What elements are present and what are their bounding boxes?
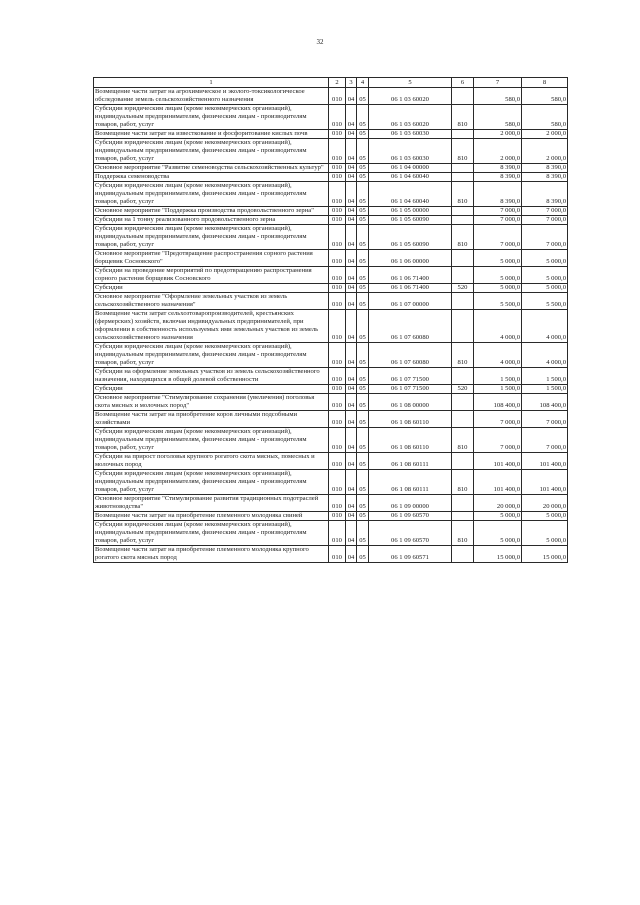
- table-row: [94, 385, 568, 394]
- section-code-cell: 04: [346, 495, 357, 512]
- target-article-cell: 06 1 05 00000: [369, 207, 452, 216]
- amount-year2-cell: 2 000,0: [522, 139, 568, 164]
- row-name-cell: Возмещение части затрат на приобретение племенного молодняка крупного рогатого скота мясных пород: [94, 546, 329, 563]
- grbs-code-cell: 010: [329, 130, 346, 139]
- target-article-cell: 06 1 09 60571: [369, 546, 452, 563]
- expense-type-cell: [452, 216, 474, 225]
- subsection-code-cell: 05: [357, 250, 369, 267]
- target-article-cell: 06 1 09 60570: [369, 521, 452, 546]
- amount-year2-cell: 1 500,0: [522, 368, 568, 385]
- subsection-code-cell: 05: [357, 546, 369, 563]
- subsection-code-cell: 05: [357, 368, 369, 385]
- grbs-code-cell: 010: [329, 368, 346, 385]
- row-name-cell: Возмещение части затрат на известкование и фосфоритование кислых почв: [94, 130, 329, 139]
- row-name-cell: Субсидии на прирост поголовья крупного рогатого скота мясных, помесных и молочных пород: [94, 453, 329, 470]
- amount-year2-cell: 5 000,0: [522, 284, 568, 293]
- expense-type-cell: 810: [452, 225, 474, 250]
- expense-type-cell: [452, 293, 474, 310]
- row-name-cell: Субсидии юридическим лицам (кроме некоммерческих организаций), индивидуальным предпринимателям, физическим лицам - производителям товаров, работ, услуг: [94, 470, 329, 495]
- table-row: [94, 164, 568, 173]
- amount-year2-cell: 5 000,0: [522, 521, 568, 546]
- subsection-code-cell: 05: [357, 470, 369, 495]
- amount-year1-cell: 8 390,0: [474, 173, 522, 182]
- table-row: [94, 453, 568, 470]
- amount-year1-cell: 7 000,0: [474, 207, 522, 216]
- expense-type-cell: [452, 453, 474, 470]
- amount-year1-cell: 5 000,0: [474, 284, 522, 293]
- amount-year1-cell: 580,0: [474, 105, 522, 130]
- grbs-code-cell: 010: [329, 250, 346, 267]
- header-cell: 5: [369, 78, 452, 88]
- table-row: [94, 182, 568, 207]
- expense-type-cell: 810: [452, 182, 474, 207]
- table-row: [94, 293, 568, 310]
- grbs-code-cell: 010: [329, 173, 346, 182]
- grbs-code-cell: 010: [329, 411, 346, 428]
- table-row: [94, 521, 568, 546]
- table-row: [94, 267, 568, 284]
- subsection-code-cell: 05: [357, 225, 369, 250]
- expense-type-cell: 810: [452, 139, 474, 164]
- row-name-cell: Основное мероприятие "Стимулирование сохранения (увеличения) поголовья скота мясных и молочных пород": [94, 394, 329, 411]
- expense-type-cell: [452, 173, 474, 182]
- amount-year2-cell: 7 000,0: [522, 216, 568, 225]
- amount-year1-cell: 5 000,0: [474, 250, 522, 267]
- section-code-cell: 04: [346, 88, 357, 105]
- target-article-cell: 06 1 04 60040: [369, 182, 452, 207]
- subsection-code-cell: 05: [357, 284, 369, 293]
- amount-year2-cell: 8 390,0: [522, 164, 568, 173]
- section-code-cell: 04: [346, 173, 357, 182]
- amount-year1-cell: 101 400,0: [474, 470, 522, 495]
- amount-year2-cell: 1 500,0: [522, 385, 568, 394]
- header-cell: 4: [357, 78, 369, 88]
- subsection-code-cell: 05: [357, 521, 369, 546]
- amount-year2-cell: 5 000,0: [522, 250, 568, 267]
- table-row: [94, 470, 568, 495]
- amount-year1-cell: 2 000,0: [474, 139, 522, 164]
- section-code-cell: 04: [346, 385, 357, 394]
- expense-type-cell: [452, 394, 474, 411]
- grbs-code-cell: 010: [329, 521, 346, 546]
- expense-type-cell: [452, 512, 474, 521]
- target-article-cell: 06 1 05 60090: [369, 216, 452, 225]
- subsection-code-cell: 05: [357, 343, 369, 368]
- target-article-cell: 06 1 07 60080: [369, 343, 452, 368]
- section-code-cell: 04: [346, 284, 357, 293]
- subsection-code-cell: 05: [357, 139, 369, 164]
- target-article-cell: 06 1 03 60030: [369, 139, 452, 164]
- table-row: [94, 250, 568, 267]
- grbs-code-cell: 010: [329, 495, 346, 512]
- grbs-code-cell: 010: [329, 216, 346, 225]
- expense-type-cell: 810: [452, 470, 474, 495]
- grbs-code-cell: 010: [329, 88, 346, 105]
- table-row: [94, 173, 568, 182]
- expense-type-cell: [452, 164, 474, 173]
- amount-year1-cell: 580,0: [474, 88, 522, 105]
- grbs-code-cell: 010: [329, 512, 346, 521]
- amount-year2-cell: 7 000,0: [522, 207, 568, 216]
- expense-type-cell: [452, 88, 474, 105]
- row-name-cell: Субсидии юридическим лицам (кроме некоммерческих организаций), индивидуальным предпринимателям, физическим лицам - производителям товаров, работ, услуг: [94, 428, 329, 453]
- amount-year1-cell: 7 000,0: [474, 225, 522, 250]
- target-article-cell: 06 1 06 00000: [369, 250, 452, 267]
- grbs-code-cell: 010: [329, 394, 346, 411]
- amount-year1-cell: 2 000,0: [474, 130, 522, 139]
- grbs-code-cell: 010: [329, 385, 346, 394]
- target-article-cell: 06 1 05 60090: [369, 225, 452, 250]
- expense-type-cell: 520: [452, 385, 474, 394]
- subsection-code-cell: 05: [357, 105, 369, 130]
- target-article-cell: 06 1 08 60111: [369, 470, 452, 495]
- row-name-cell: Возмещение части затрат на агрохимическое и эколого-токсикологическое обследование земель сельскохозяйственного назначения: [94, 88, 329, 105]
- grbs-code-cell: 010: [329, 293, 346, 310]
- header-cell: 2: [329, 78, 346, 88]
- table-row: [94, 130, 568, 139]
- expense-type-cell: 520: [452, 284, 474, 293]
- amount-year2-cell: 7 000,0: [522, 411, 568, 428]
- row-name-cell: Поддержка семеноводства: [94, 173, 329, 182]
- subsection-code-cell: 05: [357, 394, 369, 411]
- amount-year2-cell: 580,0: [522, 88, 568, 105]
- amount-year2-cell: 5 000,0: [522, 267, 568, 284]
- amount-year1-cell: 5 000,0: [474, 267, 522, 284]
- subsection-code-cell: 05: [357, 164, 369, 173]
- row-name-cell: Основное мероприятие "Развитие семеноводства сельскохозяйственных культур": [94, 164, 329, 173]
- grbs-code-cell: 010: [329, 105, 346, 130]
- subsection-code-cell: 05: [357, 411, 369, 428]
- row-name-cell: Основное мероприятие "Стимулирование развития традиционных подотраслей животноводства": [94, 495, 329, 512]
- amount-year2-cell: 5 500,0: [522, 293, 568, 310]
- section-code-cell: 04: [346, 546, 357, 563]
- target-article-cell: 06 1 08 60110: [369, 428, 452, 453]
- section-code-cell: 04: [346, 267, 357, 284]
- section-code-cell: 04: [346, 394, 357, 411]
- subsection-code-cell: 05: [357, 512, 369, 521]
- table-body: [94, 88, 568, 563]
- section-code-cell: 04: [346, 105, 357, 130]
- section-code-cell: 04: [346, 164, 357, 173]
- header-cell: 3: [346, 78, 357, 88]
- row-name-cell: Субсидии юридическим лицам (кроме некоммерческих организаций), индивидуальным предпринимателям, физическим лицам - производителям товаров, работ, услуг: [94, 182, 329, 207]
- expense-type-cell: [452, 495, 474, 512]
- subsection-code-cell: 05: [357, 453, 369, 470]
- section-code-cell: 04: [346, 207, 357, 216]
- row-name-cell: Субсидии: [94, 284, 329, 293]
- expense-type-cell: [452, 368, 474, 385]
- grbs-code-cell: 010: [329, 139, 346, 164]
- row-name-cell: Возмещение части затрат сельхозтоваропроизводителей, крестьянских (фермерских) хозяйств, включая индивидуальных предпринимателей, при оформлении в собственность используемых ими земельных участков из земель сельскохозяйственного назначения: [94, 310, 329, 343]
- target-article-cell: 06 1 08 60111: [369, 453, 452, 470]
- target-article-cell: 06 1 04 60040: [369, 173, 452, 182]
- amount-year2-cell: 20 000,0: [522, 495, 568, 512]
- table-row: [94, 394, 568, 411]
- table-row: [94, 207, 568, 216]
- amount-year1-cell: 5 000,0: [474, 521, 522, 546]
- amount-year1-cell: 108 400,0: [474, 394, 522, 411]
- amount-year1-cell: 1 500,0: [474, 385, 522, 394]
- amount-year2-cell: 15 000,0: [522, 546, 568, 563]
- subsection-code-cell: 05: [357, 207, 369, 216]
- amount-year2-cell: 2 000,0: [522, 130, 568, 139]
- section-code-cell: 04: [346, 225, 357, 250]
- section-code-cell: 04: [346, 139, 357, 164]
- table-row: [94, 495, 568, 512]
- subsection-code-cell: 05: [357, 173, 369, 182]
- grbs-code-cell: 010: [329, 164, 346, 173]
- section-code-cell: 04: [346, 512, 357, 521]
- table-row: [94, 139, 568, 164]
- amount-year1-cell: 15 000,0: [474, 546, 522, 563]
- section-code-cell: 04: [346, 470, 357, 495]
- subsection-code-cell: 05: [357, 428, 369, 453]
- table-row: [94, 225, 568, 250]
- amount-year1-cell: 101 400,0: [474, 453, 522, 470]
- amount-year2-cell: 8 390,0: [522, 182, 568, 207]
- subsection-code-cell: 05: [357, 385, 369, 394]
- amount-year2-cell: 5 000,0: [522, 512, 568, 521]
- amount-year1-cell: 1 500,0: [474, 368, 522, 385]
- amount-year2-cell: 4 000,0: [522, 310, 568, 343]
- target-article-cell: 06 1 07 60080: [369, 310, 452, 343]
- subsection-code-cell: 05: [357, 130, 369, 139]
- target-article-cell: 06 1 03 60020: [369, 105, 452, 130]
- amount-year2-cell: 580,0: [522, 105, 568, 130]
- section-code-cell: 04: [346, 428, 357, 453]
- row-name-cell: Субсидии: [94, 385, 329, 394]
- section-code-cell: 04: [346, 343, 357, 368]
- amount-year2-cell: 108 400,0: [522, 394, 568, 411]
- grbs-code-cell: 010: [329, 207, 346, 216]
- subsection-code-cell: 05: [357, 310, 369, 343]
- subsection-code-cell: 05: [357, 293, 369, 310]
- grbs-code-cell: 010: [329, 284, 346, 293]
- amount-year1-cell: 4 000,0: [474, 343, 522, 368]
- header-cell: 6: [452, 78, 474, 88]
- table-row: [94, 546, 568, 563]
- table-row: [94, 88, 568, 105]
- target-article-cell: 06 1 06 71400: [369, 267, 452, 284]
- row-name-cell: Субсидии юридическим лицам (кроме некоммерческих организаций), индивидуальным предпринимателям, физическим лицам - производителям товаров, работ, услуг: [94, 521, 329, 546]
- subsection-code-cell: 05: [357, 495, 369, 512]
- expense-type-cell: 810: [452, 521, 474, 546]
- amount-year1-cell: 8 390,0: [474, 182, 522, 207]
- table-row: [94, 310, 568, 343]
- amount-year1-cell: 5 000,0: [474, 512, 522, 521]
- section-code-cell: 04: [346, 216, 357, 225]
- grbs-code-cell: 010: [329, 453, 346, 470]
- row-name-cell: Основное мероприятие "Предотвращение распространения сорного растения борщевик Сосновского": [94, 250, 329, 267]
- section-code-cell: 04: [346, 293, 357, 310]
- row-name-cell: Субсидии юридическим лицам (кроме некоммерческих организаций), индивидуальным предпринимателям, физическим лицам - производителям товаров, работ, услуг: [94, 343, 329, 368]
- header-cell: 7: [474, 78, 522, 88]
- target-article-cell: 06 1 07 00000: [369, 293, 452, 310]
- grbs-code-cell: 010: [329, 470, 346, 495]
- grbs-code-cell: 010: [329, 343, 346, 368]
- expense-type-cell: [452, 310, 474, 343]
- amount-year1-cell: 20 000,0: [474, 495, 522, 512]
- section-code-cell: 04: [346, 368, 357, 385]
- amount-year2-cell: 101 400,0: [522, 453, 568, 470]
- table-row: [94, 411, 568, 428]
- row-name-cell: Субсидии юридическим лицам (кроме некоммерческих организаций), индивидуальным предпринимателям, физическим лицам - производителям товаров, работ, услуг: [94, 105, 329, 130]
- amount-year1-cell: 4 000,0: [474, 310, 522, 343]
- expense-type-cell: [452, 130, 474, 139]
- expense-type-cell: [452, 250, 474, 267]
- header-cell: 8: [522, 78, 568, 88]
- target-article-cell: 06 1 06 71400: [369, 284, 452, 293]
- row-name-cell: Субсидии на оформление земельных участков из земель сельскохозяйственного назначения, находящихся в общей долевой собственности: [94, 368, 329, 385]
- amount-year1-cell: 7 000,0: [474, 428, 522, 453]
- target-article-cell: 06 1 07 71500: [369, 368, 452, 385]
- target-article-cell: 06 1 04 00000: [369, 164, 452, 173]
- table-row: [94, 428, 568, 453]
- table-header-row: [94, 78, 568, 88]
- table-row: [94, 105, 568, 130]
- amount-year1-cell: 8 390,0: [474, 164, 522, 173]
- grbs-code-cell: 010: [329, 225, 346, 250]
- expense-type-cell: [452, 207, 474, 216]
- grbs-code-cell: 010: [329, 182, 346, 207]
- expense-type-cell: [452, 546, 474, 563]
- amount-year2-cell: 7 000,0: [522, 428, 568, 453]
- subsection-code-cell: 05: [357, 216, 369, 225]
- target-article-cell: 06 1 03 60020: [369, 88, 452, 105]
- row-name-cell: Субсидии на проведение мероприятий по предотвращению распространения сорного растения борщевик Сосновского: [94, 267, 329, 284]
- expense-type-cell: [452, 267, 474, 284]
- grbs-code-cell: 010: [329, 310, 346, 343]
- subsection-code-cell: 05: [357, 182, 369, 207]
- table-row: [94, 216, 568, 225]
- row-name-cell: Субсидии юридическим лицам (кроме некоммерческих организаций), индивидуальным предпринимателям, физическим лицам - производителям товаров, работ, услуг: [94, 225, 329, 250]
- table-row: [94, 284, 568, 293]
- section-code-cell: 04: [346, 310, 357, 343]
- grbs-code-cell: 010: [329, 428, 346, 453]
- section-code-cell: 04: [346, 453, 357, 470]
- amount-year1-cell: 7 000,0: [474, 411, 522, 428]
- section-code-cell: 04: [346, 182, 357, 207]
- target-article-cell: 06 1 08 60110: [369, 411, 452, 428]
- table-row: [94, 512, 568, 521]
- table-row: [94, 368, 568, 385]
- amount-year2-cell: 8 390,0: [522, 173, 568, 182]
- amount-year1-cell: 5 500,0: [474, 293, 522, 310]
- section-code-cell: 04: [346, 521, 357, 546]
- page-number: 32: [316, 38, 324, 46]
- target-article-cell: 06 1 09 00000: [369, 495, 452, 512]
- section-code-cell: 04: [346, 250, 357, 267]
- subsection-code-cell: 05: [357, 267, 369, 284]
- row-name-cell: Основное мероприятие "Поддержка производства продовольственного зерна": [94, 207, 329, 216]
- row-name-cell: Возмещение части затрат на приобретение коров личными подсобными хозяйствами: [94, 411, 329, 428]
- grbs-code-cell: 010: [329, 267, 346, 284]
- grbs-code-cell: 010: [329, 546, 346, 563]
- header-cell: 1: [94, 78, 329, 88]
- subsection-code-cell: 05: [357, 88, 369, 105]
- amount-year2-cell: 101 400,0: [522, 470, 568, 495]
- expense-type-cell: [452, 411, 474, 428]
- expense-type-cell: 810: [452, 343, 474, 368]
- target-article-cell: 06 1 08 00000: [369, 394, 452, 411]
- row-name-cell: Субсидии юридическим лицам (кроме некоммерческих организаций), индивидуальным предпринимателям, физическим лицам - производителям товаров, работ, услуг: [94, 139, 329, 164]
- target-article-cell: 06 1 03 60030: [369, 130, 452, 139]
- section-code-cell: 04: [346, 130, 357, 139]
- expense-type-cell: 810: [452, 428, 474, 453]
- amount-year2-cell: 4 000,0: [522, 343, 568, 368]
- section-code-cell: 04: [346, 411, 357, 428]
- row-name-cell: Основное мероприятие "Оформление земельных участков из земель сельскохозяйственного назначения": [94, 293, 329, 310]
- row-name-cell: Субсидии на 1 тонну реализованного продовольственного зерна: [94, 216, 329, 225]
- table-row: [94, 343, 568, 368]
- budget-table: [93, 77, 568, 563]
- target-article-cell: 06 1 09 60570: [369, 512, 452, 521]
- row-name-cell: Возмещение части затрат на приобретение племенного молодняка свиней: [94, 512, 329, 521]
- target-article-cell: 06 1 07 71500: [369, 385, 452, 394]
- amount-year1-cell: 7 000,0: [474, 216, 522, 225]
- expense-type-cell: 810: [452, 105, 474, 130]
- amount-year2-cell: 7 000,0: [522, 225, 568, 250]
